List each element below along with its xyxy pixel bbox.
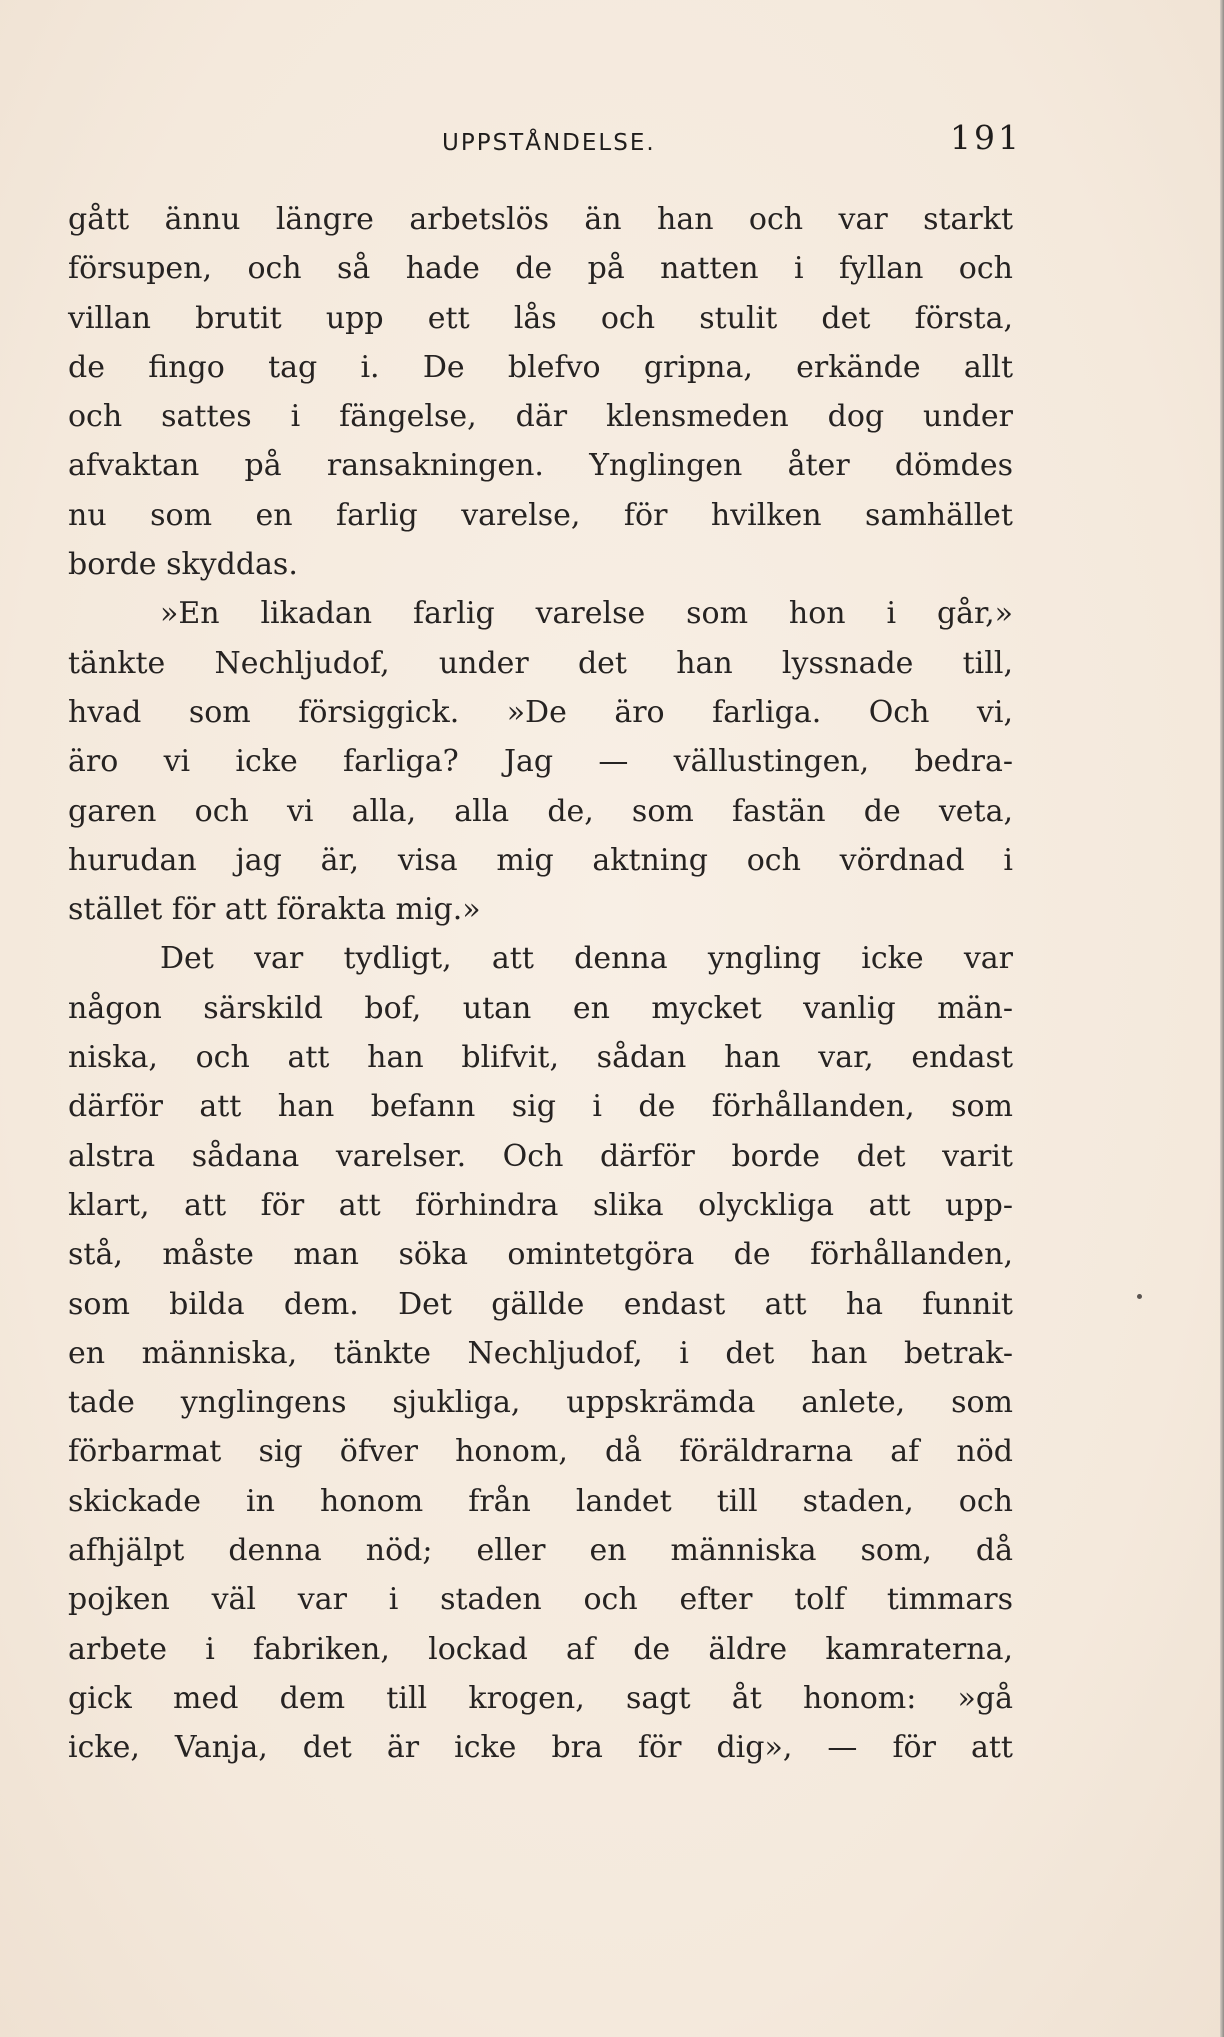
text-line: och sattes i fängelse, där klensmeden dog under: [68, 399, 1013, 435]
text-line: hurudan jag är, visa mig aktning och vördnad i: [68, 842, 1013, 878]
text-line: garen och vi alla, alla de, som fastän de veta,: [68, 793, 1013, 829]
text-line: gått ännu längre arbetslös än han och var starkt: [68, 202, 1013, 237]
page-edge: [1220, 0, 1224, 2037]
text-line: arbete i fabriken, lockad af de äldre kamraterna,: [68, 1631, 1013, 1667]
ink-speck: [1137, 1294, 1142, 1299]
text-line: stå, måste man söka omintetgöra de förhållanden,: [68, 1237, 1013, 1273]
text-line: hvad som försiggick. »De äro farliga. Och vi,: [68, 694, 1013, 730]
text-line: förbarmat sig öfver honom, då föräldrarna af nöd: [68, 1434, 1013, 1470]
text-line: de fingo tag i. De blefvo gripna, erkände allt: [68, 349, 1013, 385]
text-line: tade ynglingens sjukliga, uppskrämda anlete, som: [68, 1385, 1013, 1421]
text-line: någon särskild bof, utan en mycket vanlig män-: [68, 990, 1013, 1026]
text-line: afvaktan på ransakningen. Ynglingen åter dömdes: [68, 448, 1013, 484]
page-header: [0, 118, 1224, 168]
paragraph-end-line: borde skyddas.: [68, 547, 298, 583]
paragraph-start-line: Det var tydligt, att denna yngling icke var: [160, 941, 1013, 977]
text-line: försupen, och så hade de på natten i fyllan och: [68, 251, 1013, 287]
text-line: som bilda dem. Det gällde endast att ha funnit: [68, 1286, 1013, 1322]
text-line: alstra sådana varelser. Och därför borde det varit: [68, 1138, 1013, 1174]
text-line: klart, att för att förhindra slika olyckliga att upp-: [68, 1187, 1013, 1223]
text-line: tänkte Nechljudof, under det han lyssnade till,: [68, 645, 1013, 681]
text-line: nu som en farlig varelse, för hvilken samhället: [68, 497, 1013, 533]
text-line: gick med dem till krogen, sagt åt honom: »gå: [68, 1680, 1013, 1716]
text-line: afhjälpt denna nöd; eller en människa som, då: [68, 1533, 1013, 1569]
body-text: [68, 195, 1013, 1773]
text-line: icke, Vanja, det är icke bra för dig», — för att: [68, 1730, 1013, 1766]
text-line: en människa, tänkte Nechljudof, i det han betrak-: [68, 1335, 1013, 1371]
page-number: 191: [950, 118, 1022, 157]
paragraph-start-line: »En likadan farlig varelse som hon i går,»: [160, 596, 1013, 632]
paragraph-end-line: stället för att förakta mig.»: [68, 892, 481, 928]
text-line: villan brutit upp ett lås och stulit det första,: [68, 300, 1013, 336]
running-title: UPPSTÅNDELSE.: [442, 130, 656, 156]
text-line: skickade in honom från landet till staden, och: [68, 1483, 1013, 1519]
text-line: pojken väl var i staden och efter tolf timmars: [68, 1582, 1013, 1618]
text-line: därför att han befann sig i de förhållanden, som: [68, 1089, 1013, 1125]
text-line: äro vi icke farliga? Jag — vällustingen, bedra-: [68, 744, 1013, 780]
text-line: niska, och att han blifvit, sådan han var, endast: [68, 1040, 1013, 1076]
